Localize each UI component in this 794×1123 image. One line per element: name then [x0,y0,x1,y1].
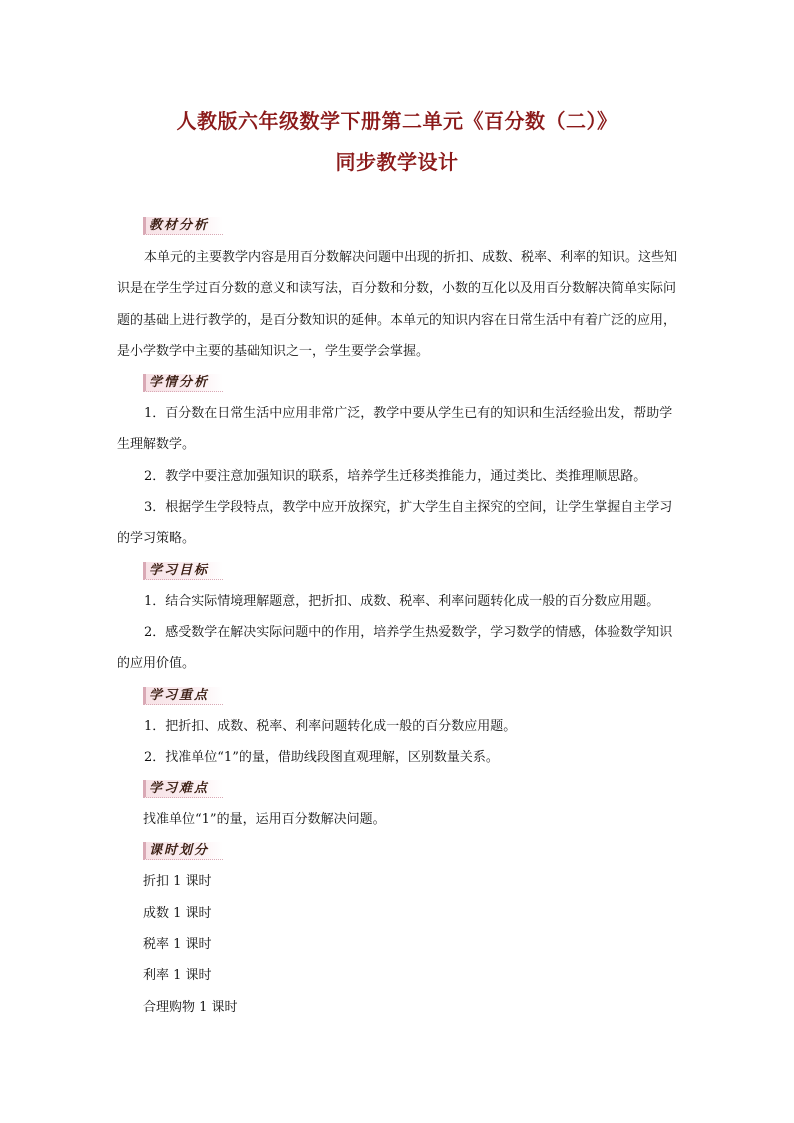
schedule-item-2: 成数 1 课时 [143,906,212,921]
section-tag-students: 学情分析 [143,374,223,392]
section-tag-materials: 教材分析 [143,217,223,235]
key-points-item-2: 2．找准单位“1”的量，借助线段图直观理解，区别数量关系。 [144,750,499,765]
schedule-item-1: 折扣 1 课时 [143,874,212,889]
section-tag-difficulties: 学习难点 [143,780,223,798]
schedule-item-3: 税率 1 课时 [143,937,212,952]
students-item-1: 1．百分数在日常生活中应用非常广泛，教学中要从学生已有的知识和生活经验出发，帮助学生理解数学。 [117,406,673,453]
schedule-item-4: 利率 1 课时 [143,968,212,983]
goals-item-1: 1．结合实际情境理解题意，把折扣、成数、税率、利率问题转化成一般的百分数应用题。 [144,594,660,609]
document-subtitle: 同步教学设计 [335,150,459,174]
section-tag-goals: 学习目标 [143,562,223,580]
section-tag-schedule: 课时划分 [143,842,223,860]
goals-item-2: 2．感受数学在解决实际问题中的作用，培养学生热爱数学，学习数学的情感，体验数学知识的应用价值。 [117,625,673,672]
students-item-3: 3．根据学生学段特点，教学中应开放探究，扩大学生自主探究的空间，让学生掌握自主学习的学习策略。 [117,500,673,547]
schedule-item-5: 合理购物 1 课时 [143,1000,238,1015]
document-title: 人教版六年级数学下册第二单元《百分数（二）》 [176,109,618,133]
difficulties-text: 找准单位“1”的量，运用百分数解决问题。 [143,812,386,827]
students-item-2: 2．教学中要注意加强知识的联系，培养学生迁移类推能力，通过类比、类推理顺思路。 [144,469,647,484]
key-points-item-1: 1．把折扣、成数、税率、利率问题转化成一般的百分数应用题。 [144,719,517,734]
materials-paragraph: 本单元的主要教学内容是用百分数解决问题中出现的折扣、成数、税率、利率的知识。这些知识是在学生学过百分数的意义和读写法，百分数和分数，小数的互化以及用百分数解决简单实际问题的基础上进行教学的，是百分数知识的延伸。本单元的知识内容在日常生活中有着广泛的应用，是小学数学中主要的基础知识之一，学生要学会掌握。 [117,250,678,360]
section-tag-key-points: 学习重点 [143,687,223,705]
